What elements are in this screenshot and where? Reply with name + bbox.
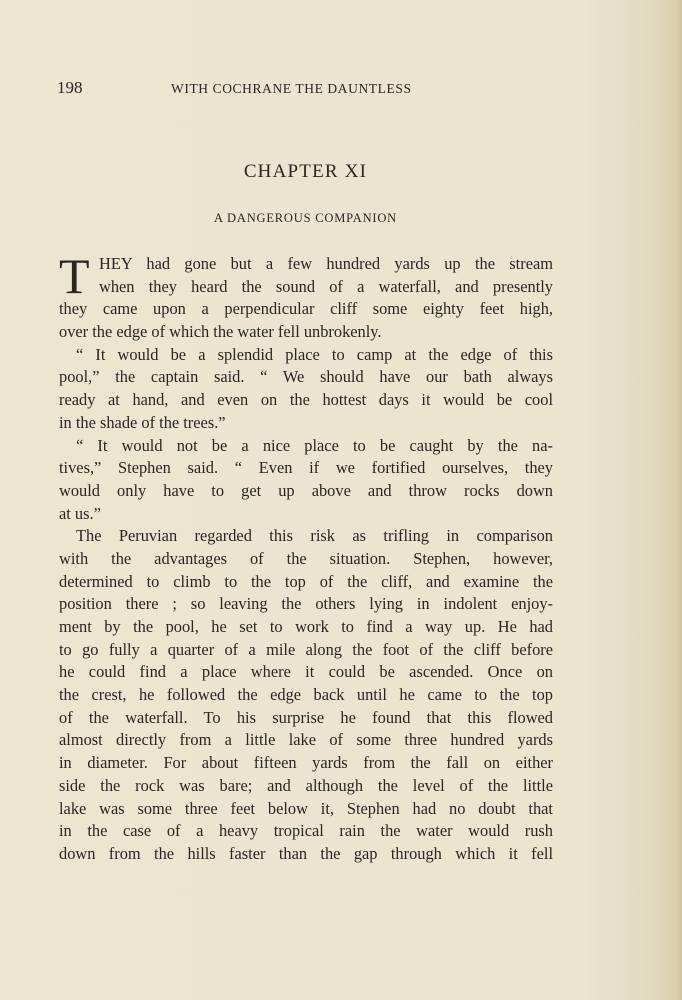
running-head (57, 80, 557, 102)
chapter-title: A DANGEROUS COMPANION (213, 211, 398, 225)
text-line: they came upon a perpendicular cliff some eighty feet high, (59, 299, 553, 319)
text-line: lake was some three feet below it, Stephen had no doubt that (59, 798, 553, 818)
text-line: the crest, he followed the edge back until he came to the top (59, 685, 553, 705)
text-line: he could find a place where it could be ascended. Once on (59, 662, 553, 682)
text-line: in the case of a heavy tropical rain the water would rush (59, 821, 553, 841)
text-line: side the rock was bare; and although the level of the little (59, 775, 553, 795)
text-line: down from the hills faster than the gap through which it fell (59, 843, 553, 863)
text-line: ready at hand, and even on the hottest days it would be cool (59, 390, 553, 410)
text-line: pool,” the captain said. “ We should have our bath always (59, 367, 553, 387)
text-line: at us.” (59, 503, 101, 523)
text-line: HEY had gone but a few hundred yards up the stream (99, 254, 553, 273)
text-line: to go fully a quarter of a mile along the foot of the cliff before (59, 639, 553, 659)
text-line: over the edge of which the water fell unbrokenly. (59, 322, 382, 342)
text-line: The Peruvian regarded this risk as trifling in comparison (76, 526, 553, 546)
text-line: almost directly from a little lake of some three hundred yards (59, 730, 553, 750)
text-line: in diameter. For about fifteen yards from the fall on either (59, 753, 553, 773)
text-line: with the advantages of the situation. Stephen, however, (59, 548, 553, 568)
chapter-heading: CHAPTER XI (243, 161, 368, 182)
text-line: position there ; so leaving the others lying in indolent enjoy- (59, 594, 553, 614)
text-line: “ It would be a splendid place to camp at the edge of this (76, 344, 553, 364)
text-line: “ It would not be a nice place to be caught by the na- (76, 435, 553, 455)
running-title: WITH COCHRANE THE DAUNTLESS (171, 81, 412, 96)
text-line: of the waterfall. To his surprise he found that this flowed (59, 707, 553, 727)
text-line: would only have to get up above and throw rocks down (59, 480, 553, 500)
text-line: tives,” Stephen said. “ Even if we fortified ourselves, they (59, 458, 553, 478)
drop-cap: T (59, 248, 90, 304)
text-line: ment by the pool, he set to work to find a way up. He had (59, 617, 553, 636)
page-edge (674, 0, 682, 1000)
page-number: 198 (57, 78, 83, 97)
text-line: in the shade of the trees.” (59, 412, 226, 432)
text-line: when they heard the sound of a waterfall, and presently (99, 276, 553, 296)
text-line: determined to climb to the top of the cliff, and examine the (59, 571, 553, 591)
body-text (59, 248, 553, 866)
